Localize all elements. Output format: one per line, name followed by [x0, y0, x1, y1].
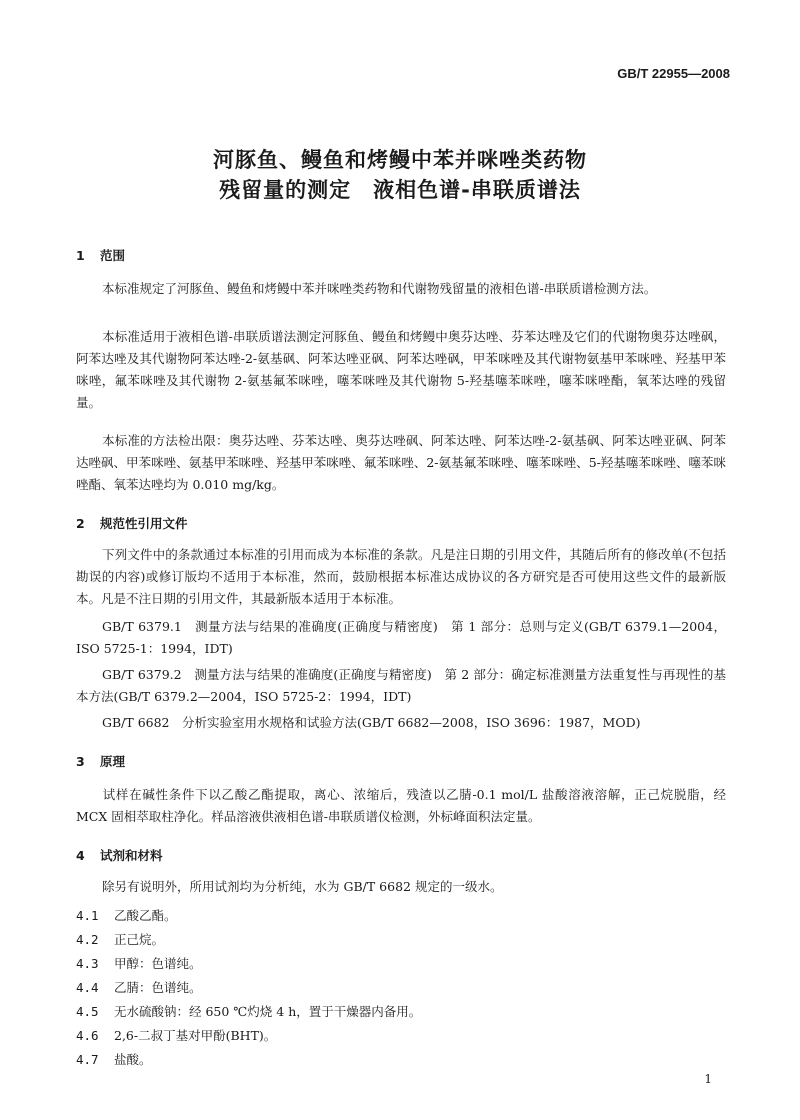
- item-number: 4.4: [76, 980, 99, 995]
- section-3-paragraph: [76, 784, 726, 828]
- section-title: 规范性引用文件: [100, 516, 188, 531]
- section-3-heading: [76, 752, 125, 770]
- list-item: [76, 906, 177, 924]
- item-number: 4.7: [76, 1052, 99, 1067]
- document-title-line1: 河豚鱼、鳗鱼和烤鳗中苯并咪唑类药物: [213, 148, 587, 172]
- section-title: 原理: [100, 754, 126, 769]
- paragraph-text: 本标准规定了河豚鱼、鳗鱼和烤鳗中苯并咪唑类药物和代谢物残留量的液相色谱-串联质谱检测方法。: [102, 281, 657, 296]
- reference-item: [76, 664, 726, 708]
- section-number: 1: [76, 248, 85, 263]
- reference-text: GB/T 6682 分析实验室用水规格和试验方法(GB/T 6682—2008，ISO 3696：1987，MOD): [102, 715, 641, 730]
- item-number: 4.3: [76, 956, 99, 971]
- item-number: 4.5: [76, 1004, 99, 1019]
- item-text: 乙酸乙酯。: [114, 908, 177, 923]
- paragraph-text: 除另有说明外，所用试剂均为分析纯，水为 GB/T 6682 规定的一级水。: [102, 879, 503, 894]
- item-number: 4.1: [76, 908, 99, 923]
- section-title: 试剂和材料: [100, 848, 163, 863]
- section-4-paragraph: [76, 876, 726, 898]
- section-number: 3: [76, 754, 85, 769]
- section-4-heading: [76, 846, 163, 864]
- item-number: 4.2: [76, 932, 99, 947]
- list-item: [76, 954, 202, 972]
- item-text: 2,6-二叔丁基对甲酚(BHT)。: [114, 1028, 277, 1043]
- item-text: 盐酸。: [114, 1052, 152, 1067]
- section-2-paragraph: [76, 544, 726, 610]
- section-1-paragraph: [76, 326, 726, 414]
- item-number: 4.6: [76, 1028, 99, 1043]
- list-item: [76, 1002, 421, 1020]
- section-title: 范围: [100, 248, 126, 263]
- paragraph-text: 本标准适用于液相色谱-串联质谱法测定河豚鱼、鳗鱼和烤鳗中奥芬达唑、芬苯达唑及它们的代谢物奥芬达唑砜，阿苯达唑及其代谢物阿苯达唑-2-氨基砜、阿苯达唑亚砜、阿苯达唑砜，甲苯咪唑及其代谢物氨基甲苯咪唑、羟基甲苯咪唑，氟苯咪唑及其代谢物 2-氨基氟苯咪唑，噻苯咪唑及其代谢物 5-羟基噻苯咪唑，噻苯咪唑酯，氧苯达唑的残留量。: [76, 329, 726, 410]
- paragraph-text: 本标准的方法检出限：奥芬达唑、芬苯达唑、奥芬达唑砜、阿苯达唑、阿苯达唑-2-氨基砜、阿苯达唑亚砜、阿苯达唑砜、甲苯咪唑、氨基甲苯咪唑、羟基甲苯咪唑、氟苯咪唑、2-氨基氟苯咪唑、噻苯咪唑、5-羟基噻苯咪唑、噻苯咪唑酯、氧苯达唑均为 0.010 mg/kg。: [76, 433, 726, 492]
- section-1-paragraph: [76, 278, 726, 300]
- list-item: [76, 1050, 152, 1068]
- section-1-paragraph: [76, 430, 726, 496]
- paragraph-text: 试样在碱性条件下以乙酸乙酯提取，离心、浓缩后，残渣以乙腈-0.1 mol/L 盐酸溶液溶解，正己烷脱脂，经 MCX 固相萃取柱净化。样品溶液供液相色谱-串联质谱仪检测，外标峰面积法定量。: [76, 787, 726, 824]
- section-2-heading: [76, 514, 188, 532]
- section-number: 4: [76, 848, 85, 863]
- list-item: [76, 978, 202, 996]
- item-text: 正己烷。: [114, 932, 165, 947]
- item-text: 甲醇：色谱纯。: [114, 956, 202, 971]
- reference-text: GB/T 6379.2 测量方法与结果的准确度(正确度与精密度) 第 2 部分：确定标准测量方法重复性与再现性的基本方法(GB/T 6379.2—2004，ISO 5725-2：1994，IDT): [76, 667, 726, 704]
- item-text: 乙腈：色谱纯。: [114, 980, 202, 995]
- list-item: [76, 1026, 276, 1044]
- item-text: 无水硫酸钠：经 650 ℃灼烧 4 h，置于干燥器内备用。: [114, 1004, 422, 1019]
- section-number: 2: [76, 516, 85, 531]
- reference-item: [76, 712, 726, 734]
- reference-item: [76, 616, 726, 660]
- section-1-heading: [76, 246, 125, 264]
- reference-text: GB/T 6379.1 测量方法与结果的准确度(正确度与精密度) 第 1 部分：总则与定义(GB/T 6379.1—2004，ISO 5725-1：1994，IDT): [76, 619, 726, 656]
- standard-code: GB/T 22955—2008: [617, 66, 730, 81]
- page-number: 1: [704, 1072, 712, 1086]
- paragraph-text: 下列文件中的条款通过本标准的引用而成为本标准的条款。凡是注日期的引用文件，其随后所有的修改单(不包括勘误的内容)或修订版均不适用于本标准，然而，鼓励根据本标准达成协议的各方研究是否可使用这些文件的最新版本。凡是不注日期的引用文件，其最新版本适用于本标准。: [76, 547, 726, 606]
- list-item: [76, 930, 164, 948]
- document-title-line2: 残留量的测定 液相色谱-串联质谱法: [219, 178, 581, 202]
